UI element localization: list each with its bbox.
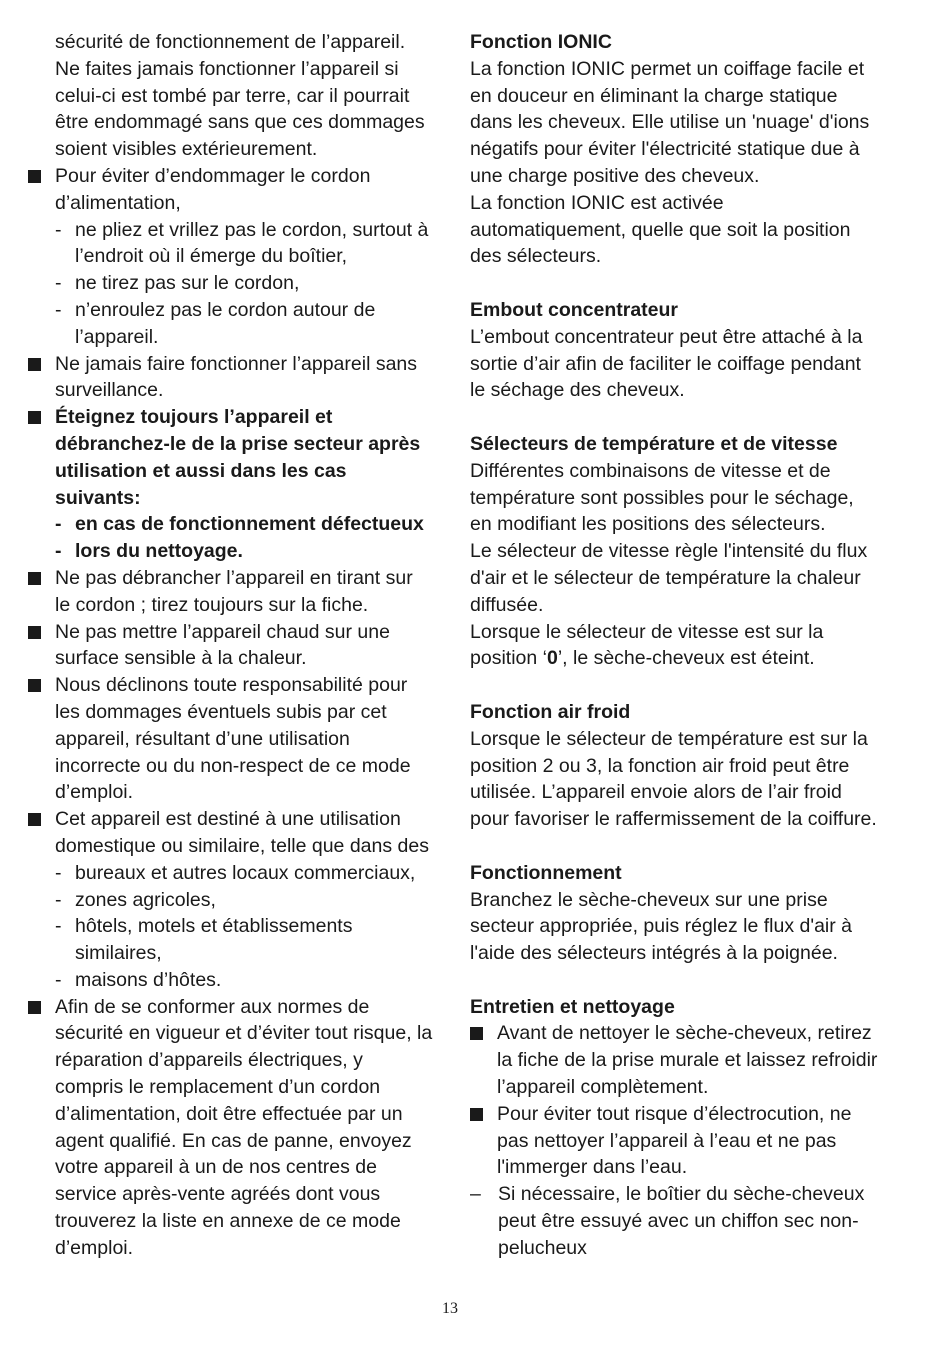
sub-list-item: - lors du nettoyage. [55,540,243,563]
sub-list-item: - zones agricoles, [55,888,216,911]
list-item: Ne pas mettre l’appareil chaud sur une surface sensible à la chaleur. [28,619,433,673]
sub-list-item: – Si nécessaire, le boîtier du sèche-cheveux peut être essuyé avec un chiffon sec non-pelucheux [470,1183,865,1259]
section-heading: Entretien et nettoyage [470,995,675,1018]
list-item: Ne jamais faire fonctionner l’appareil sans surveillance. [28,351,433,405]
paragraph: La fonction IONIC permet un coiffage facile et en douceur en éliminant la charge statique dans les cheveux. Elle utilise un 'nuage' d'ions négatifs pour éviter l'électricité statique due à une charge positive des cheveux. [470,57,870,187]
list-item: Afin de se conformer aux normes de sécurité en vigueur et d’éviter tout risque, la réparation d’appareils électriques, y compris le remplacement d’un cordon d’alimentation, doit être effectuée par un agent qualifié. En cas de panne, envoyez votre appareil à un de nos centres de service après-vente agréés dont vous trouverez la liste en annexe de ce mode d’emploi. [28,994,433,1262]
sub-list-item: - en cas de fonctionnement défectueux [55,513,424,536]
paragraph: La fonction IONIC est activée automatiquement, quelle que soit la position des sélecteurs. [470,191,851,268]
sub-list-item: - hôtels, motels et établissements similaires, [55,915,353,965]
paragraph: Le sélecteur de vitesse règle l'intensité du flux d'air et le sélecteur de température la chaleur diffusée. [470,540,868,616]
square-bullet-icon [28,672,55,806]
square-bullet-icon [28,163,55,217]
paragraph: Différentes combinaisons de vitesse et de température sont possibles pour le séchage, en modifiant les positions des sélecteurs. [470,459,854,536]
paragraph: Branchez le sèche-cheveux sur une prise secteur appropriée, puis réglez le flux d'air à l'aide des sélecteurs intégrés à la poignée. [470,888,853,965]
paragraph: Lorsque le sélecteur de température est sur la position 2 ou 3, la fonction air froid peut être utilisée. L’appareil envoie alors de l’air froid pour favoriser le raffermissement de la coiffure. [470,727,877,831]
sub-list-item: - ne tirez pas sur le cordon, [55,272,300,295]
list-item: Nous déclinons toute responsabilité pour les dommages éventuels subis par cet appareil, résultant d’une utilisation incorrecte ou du non-respect de ce mode d’emploi. [28,672,433,806]
square-bullet-icon [28,619,55,673]
section-heading: Fonction IONIC [470,31,612,53]
paragraph: Lorsque le sélecteur de vitesse est sur la position ‘0’, le sèche-cheveux est éteint. [470,620,824,670]
page-number: 13 [442,1300,458,1317]
square-bullet-icon [28,565,55,619]
sub-list-item: - bureaux et autres locaux commerciaux, [55,861,416,884]
list-item: Pour éviter tout risque d’électrocution, ne pas nettoyer l’appareil à l’eau et ne pas l'immerger dans l’eau. [470,1101,880,1181]
sub-list-item: - ne pliez et vrillez pas le cordon, surtout à l’endroit où il émerge du boîtier, [55,218,429,268]
section-heading: Embout concentrateur [470,298,679,321]
sub-list-item: - n’enroulez pas le cordon autour de l’appareil. [55,298,376,348]
continuation-paragraph: sécurité de fonctionnement de l’appareil. Ne faites jamais fonctionner l’appareil si celui-ci est tombé par terre, car il pourrait être endommagé sans que ces dommages soient visibles extérieurement. [55,31,425,161]
square-bullet-icon [28,994,55,1262]
left-column [28,29,433,1262]
list-item: Avant de nettoyer le sèche-cheveux, retirez la fiche de la prise murale et laissez refroidir l’appareil complètement. [470,1020,880,1100]
section-heading: Fonctionnement [470,861,622,884]
section-heading: Fonction air froid [470,700,631,723]
paragraph: L’embout concentrateur peut être attaché à la sortie d’air afin de faciliter le coiffage pendant le séchage des cheveux. [470,325,863,402]
square-bullet-icon [28,351,55,405]
right-column [470,29,880,1262]
section-heading: Sélecteurs de température et de vitesse [470,432,838,455]
square-bullet-icon [28,404,55,511]
list-item: Pour éviter d’endommager le cordon d’alimentation, [28,163,433,217]
list-item: Ne pas débrancher l’appareil en tirant sur le cordon ; tirez toujours sur la fiche. [28,565,433,619]
list-item-warning: Éteignez toujours l’appareil et débranchez-le de la prise secteur après utilisation et aussi dans les cas suivants: [28,404,433,511]
square-bullet-icon [470,1020,497,1100]
list-item: Cet appareil est destiné à une utilisation domestique ou similaire, telle que dans des [28,806,433,860]
sub-list-item: - maisons d’hôtes. [55,968,222,991]
square-bullet-icon [470,1101,497,1181]
square-bullet-icon [28,806,55,860]
